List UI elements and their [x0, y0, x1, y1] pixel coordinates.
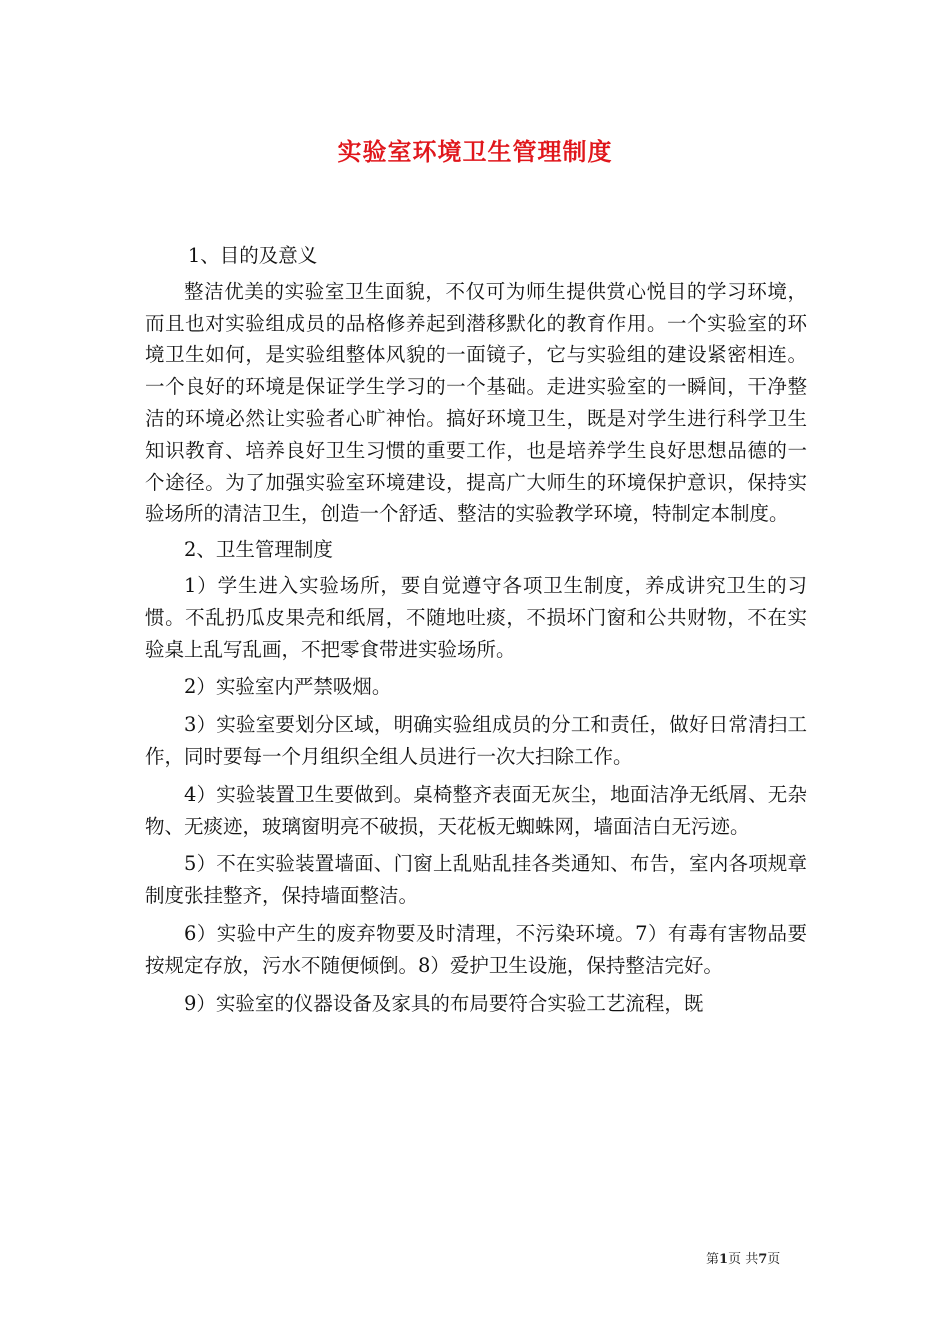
footer-current-page: 1 [719, 1252, 729, 1267]
page-number-footer [706, 1248, 780, 1267]
rule-item-5: 5）不在实验装置墙面、门窗上乱贴乱挂各类通知、布告，室内各项规章制度张挂整齐，保持墙面整洁。 [145, 852, 807, 908]
footer-suffix: 页 [767, 1252, 781, 1267]
footer-total-pages: 7 [758, 1252, 768, 1267]
section-heading-rules: 2、卫生管理制度 [184, 538, 333, 562]
section-heading-purpose: 1、目的及意义 [187, 244, 318, 267]
footer-middle: 页 共 [728, 1252, 759, 1267]
document-title: 实验室环境卫生管理制度 [337, 137, 613, 166]
rule-item-2: 2）实验室内严禁吸烟。 [184, 675, 392, 699]
document-body [145, 240, 807, 1023]
rule-item-4: 4）实验装置卫生要做到。桌椅整齐表面无灰尘，地面洁净无纸屑、无杂物、无痰迹，玻璃窗明亮不破损，天花板无蜘蛛网，墙面洁白无污迹。 [145, 782, 807, 838]
rule-item-6-8: 6）实验中产生的废弃物要及时清理，不污染环境。7）有毒有害物品要按规定存放，污水不随便倾倒。8）爱护卫生设施，保持整洁完好。 [145, 921, 807, 977]
rule-item-1: 1）学生进入实验场所，要自觉遵守各项卫生制度，养成讲究卫生的习惯。不乱扔瓜皮果壳和纸屑，不随地吐痰，不损坏门窗和公共财物，不在实验桌上乱写乱画，不把零食带进实验场所。 [145, 573, 807, 661]
footer-prefix: 第 [706, 1252, 720, 1267]
paragraph-purpose: 整洁优美的实验室卫生面貌，不仅可为师生提供赏心悦目的学习环境，而且也对实验组成员的品格修养起到潜移默化的教育作用。一个实验室的环境卫生如何，是实验组整体风貌的一面镜子，它与实验组的建设紧密相连。一个良好的环境是保证学生学习的一个基础。走进实验室的一瞬间，干净整洁的环境必然让实验者心旷神怡。搞好环境卫生，既是对学生进行科学卫生知识教育、培养良好卫生习惯的重要工作，也是培养学生良好思想品德的一个途径。为了加强实验室环境建设，提高广大师生的环境保护意识，保持实验场所的清洁卫生，创造一个舒适、整洁的实验教学环境，特制定本制度。 [145, 279, 807, 526]
rule-item-3: 3）实验室要划分区域，明确实验组成员的分工和责任，做好日常清扫工作，同时要每一个月组织全组人员进行一次大扫除工作。 [145, 713, 807, 768]
rule-item-9: 9）实验室的仪器设备及家具的布局要符合实验工艺流程，既 [184, 991, 704, 1015]
